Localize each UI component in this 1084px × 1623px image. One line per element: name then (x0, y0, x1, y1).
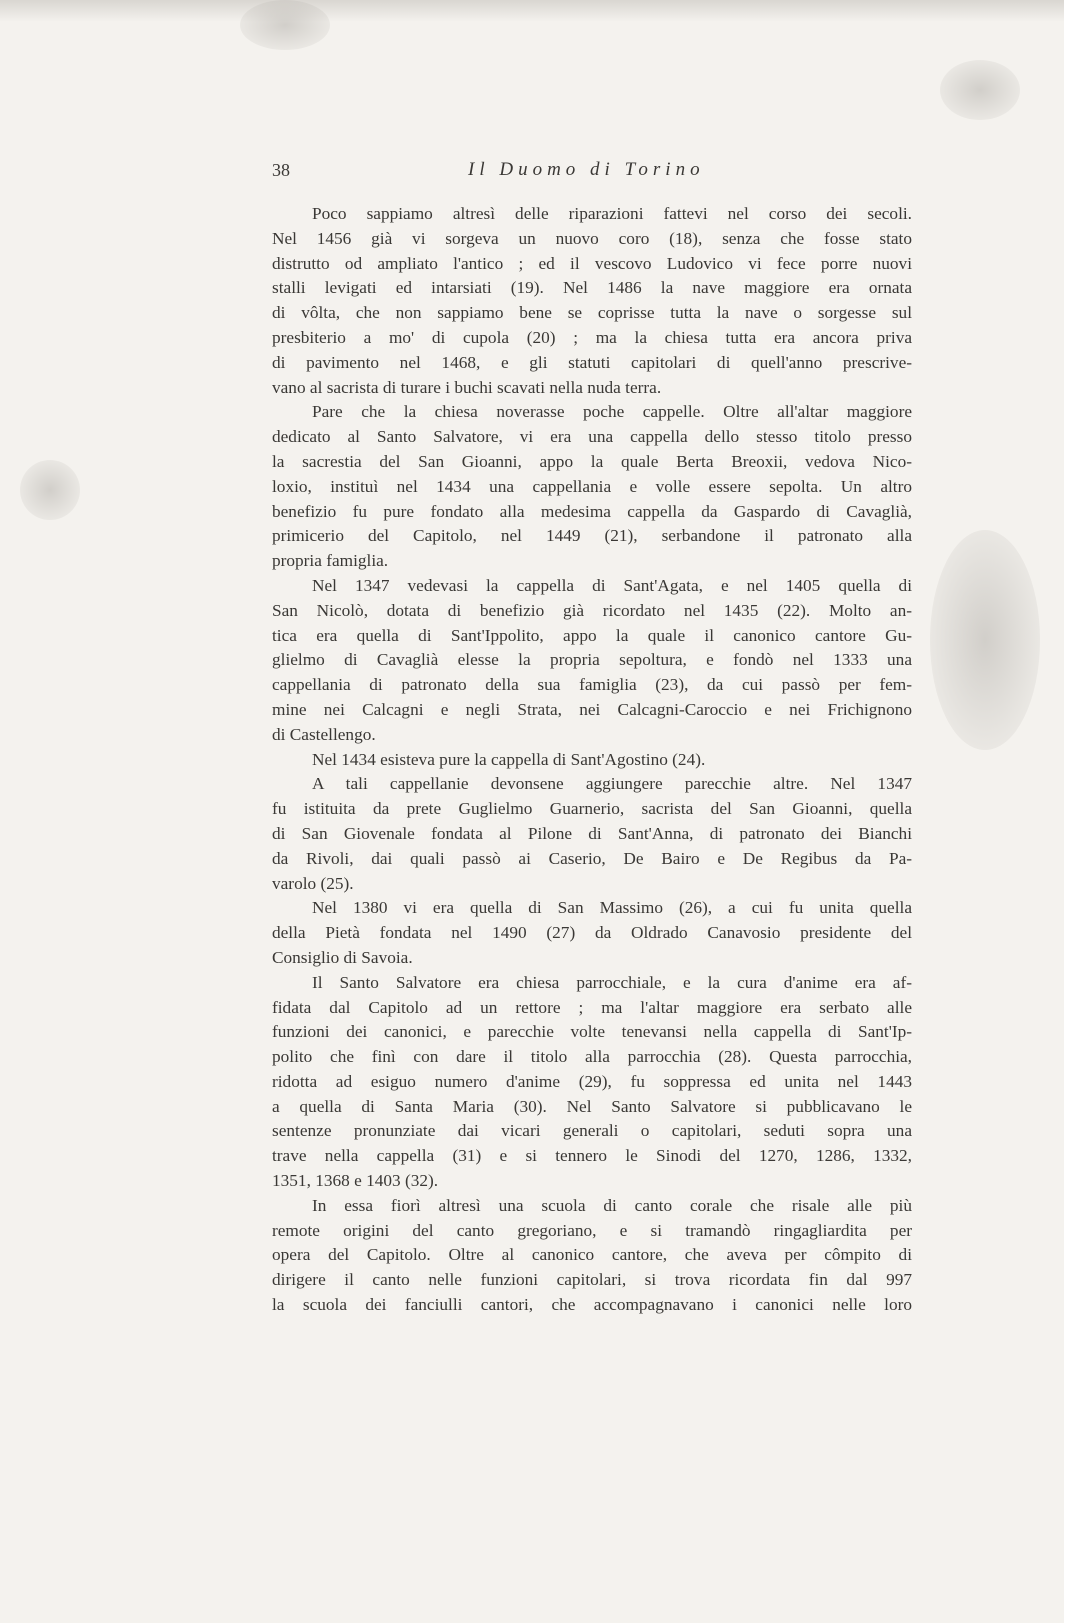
text-line: Nel 1434 esisteva pure la cappella di Sant'Agostino (24). (312, 749, 706, 769)
text-line: propria famiglia. (272, 551, 389, 571)
paragraph (272, 202, 912, 400)
text-line: San Nicolò, dotata di benefizio già ricordato nel 1435 (22). Molto an- (272, 600, 912, 620)
text-line: Il Santo Salvatore era chiesa parrocchiale, e la cura d'anime era af- (312, 972, 912, 992)
text-line: A tali cappellanie devonsene aggiungere parecchie altre. Nel 1347 (312, 774, 912, 794)
text-line: glielmo di Cavaglià elesse la propria sepoltura, e fondò nel 1333 una (272, 650, 912, 670)
paragraph (272, 574, 912, 748)
text-line: In essa fiorì altresì una scuola di canto corale che risale alle più (312, 1195, 912, 1215)
text-line: fidata dal Capitolo ad un rettore ; ma l'altar maggiore era serbato alle (272, 997, 912, 1017)
text-line: varolo (25). (272, 873, 354, 893)
text-line: stalli levigati ed intarsiati (19). Nel 1486 la nave maggiore era ornata (272, 278, 912, 298)
body-text (272, 202, 912, 1318)
text-line: distrutto od ampliato l'antico ; ed il vescovo Ludovico vi fece porre nuovi (272, 253, 912, 273)
text-line: remote origini del canto gregoriano, e si tramandò ringagliardita per (272, 1220, 912, 1240)
scan-shadow-top (0, 0, 1084, 22)
paragraph (272, 748, 912, 773)
text-line: presbiterio a mo' di cupola (20) ; ma la chiesa tutta era ancora priva (272, 327, 912, 347)
text-line: la sacrestia del San Gioanni, appo la quale Berta Breoxii, vedova Nico- (272, 451, 912, 471)
paragraph (272, 971, 912, 1194)
text-line: da Rivoli, dai quali passò ai Caserio, De Bairo e De Regibus da Pa- (272, 848, 912, 868)
text-line: la scuola dei fanciulli cantori, che accompagnavano i canonici nelle loro (272, 1295, 912, 1315)
text-line: tica era quella di Sant'Ippolito, appo la quale il canonico cantore Gu- (272, 625, 912, 645)
page-number: 38 (272, 160, 290, 180)
text-line: sentenze pronunziate dai vicari generali o capitolari, seduti sopra una (272, 1121, 912, 1141)
paragraph (272, 400, 912, 574)
text-line: cappellania di patronato della sua famiglia (23), da cui passò per fem- (272, 675, 912, 695)
text-line: di Castellengo. (272, 724, 376, 744)
text-line: Poco sappiamo altresì delle riparazioni fattevi nel corso dei secoli. (312, 204, 912, 223)
text-line: dirigere il canto nelle funzioni capitolari, si trova ricordata fin dal 997 (272, 1270, 912, 1290)
text-line: ridotta ad esiguo numero d'anime (29), fu soppressa ed unita nel 1443 (272, 1071, 912, 1091)
text-line: polito che finì con dare il titolo alla parrocchia (28). Questa parrocchia, (272, 1047, 912, 1067)
text-line: a quella di Santa Maria (30). Nel Santo Salvatore si pubblicavano le (272, 1096, 912, 1116)
text-line: Consiglio di Savoia. (272, 947, 413, 967)
paper-stain (940, 60, 1020, 120)
paragraph (272, 1194, 912, 1318)
text-line: di San Giovenale fondata al Pilone di Sant'Anna, di patronato dei Bianchi (272, 823, 912, 843)
paper-stain (240, 0, 330, 50)
text-line: mine nei Calcagni e negli Strata, nei Calcagni-Caroccio e nei Frichignono (272, 699, 912, 719)
text-line: trave nella cappella (31) e si tennero le Sinodi del 1270, 1286, 1332, (272, 1146, 912, 1166)
text-line: Pare che la chiesa noverasse poche cappelle. Oltre all'altar maggiore (312, 402, 912, 422)
text-line: di pavimento nel 1468, e gli statuti capitolari di quell'anno prescrive- (272, 352, 912, 372)
text-line: della Pietà fondata nel 1490 (27) da Oldrado Canavosio presidente del (272, 923, 912, 943)
paragraph (272, 896, 912, 970)
text-line: di vôlta, che non sappiamo bene se coprisse tutta la nave o sorgesse sul (272, 303, 912, 323)
paper-stain (20, 460, 80, 520)
text-line: vano al sacrista di turare i buchi scavati nella nuda terra. (272, 377, 662, 397)
text-line: loxio, instituì nel 1434 una cappellania e volle essere sepolta. Un altro (272, 476, 912, 496)
text-line: fu istituita da prete Guglielmo Guarnerio, sacrista del San Gioanni, quella (272, 799, 912, 819)
text-line: funzioni dei canonici, e parecchie volte tenevansi nella cappella di Sant'Ip- (272, 1022, 912, 1042)
text-line: Nel 1347 vedevasi la cappella di Sant'Agata, e nel 1405 quella di (312, 575, 912, 595)
text-line: Nel 1380 vi era quella di San Massimo (26), a cui fu unita quella (312, 898, 912, 918)
paragraph (272, 772, 912, 896)
text-line: Nel 1456 già vi sorgeva un nuovo coro (18), senza che fosse stato (272, 228, 912, 248)
paper-stain (930, 530, 1040, 750)
scan-margin-right (1064, 0, 1084, 1623)
text-line: opera del Capitolo. Oltre al canonico cantore, che aveva per cômpito di (272, 1245, 912, 1265)
text-line: dedicato al Santo Salvatore, vi era una cappella dello stesso titolo presso (272, 427, 912, 447)
page-header (272, 160, 912, 184)
running-title: Il Duomo di Torino (468, 159, 705, 180)
text-line: 1351, 1368 e 1403 (32). (272, 1171, 439, 1191)
text-line: primicerio del Capitolo, nel 1449 (21), serbandone il patronato alla (272, 526, 912, 546)
text-line: benefizio fu pure fondato alla medesima cappella da Gaspardo di Cavaglià, (272, 501, 912, 521)
